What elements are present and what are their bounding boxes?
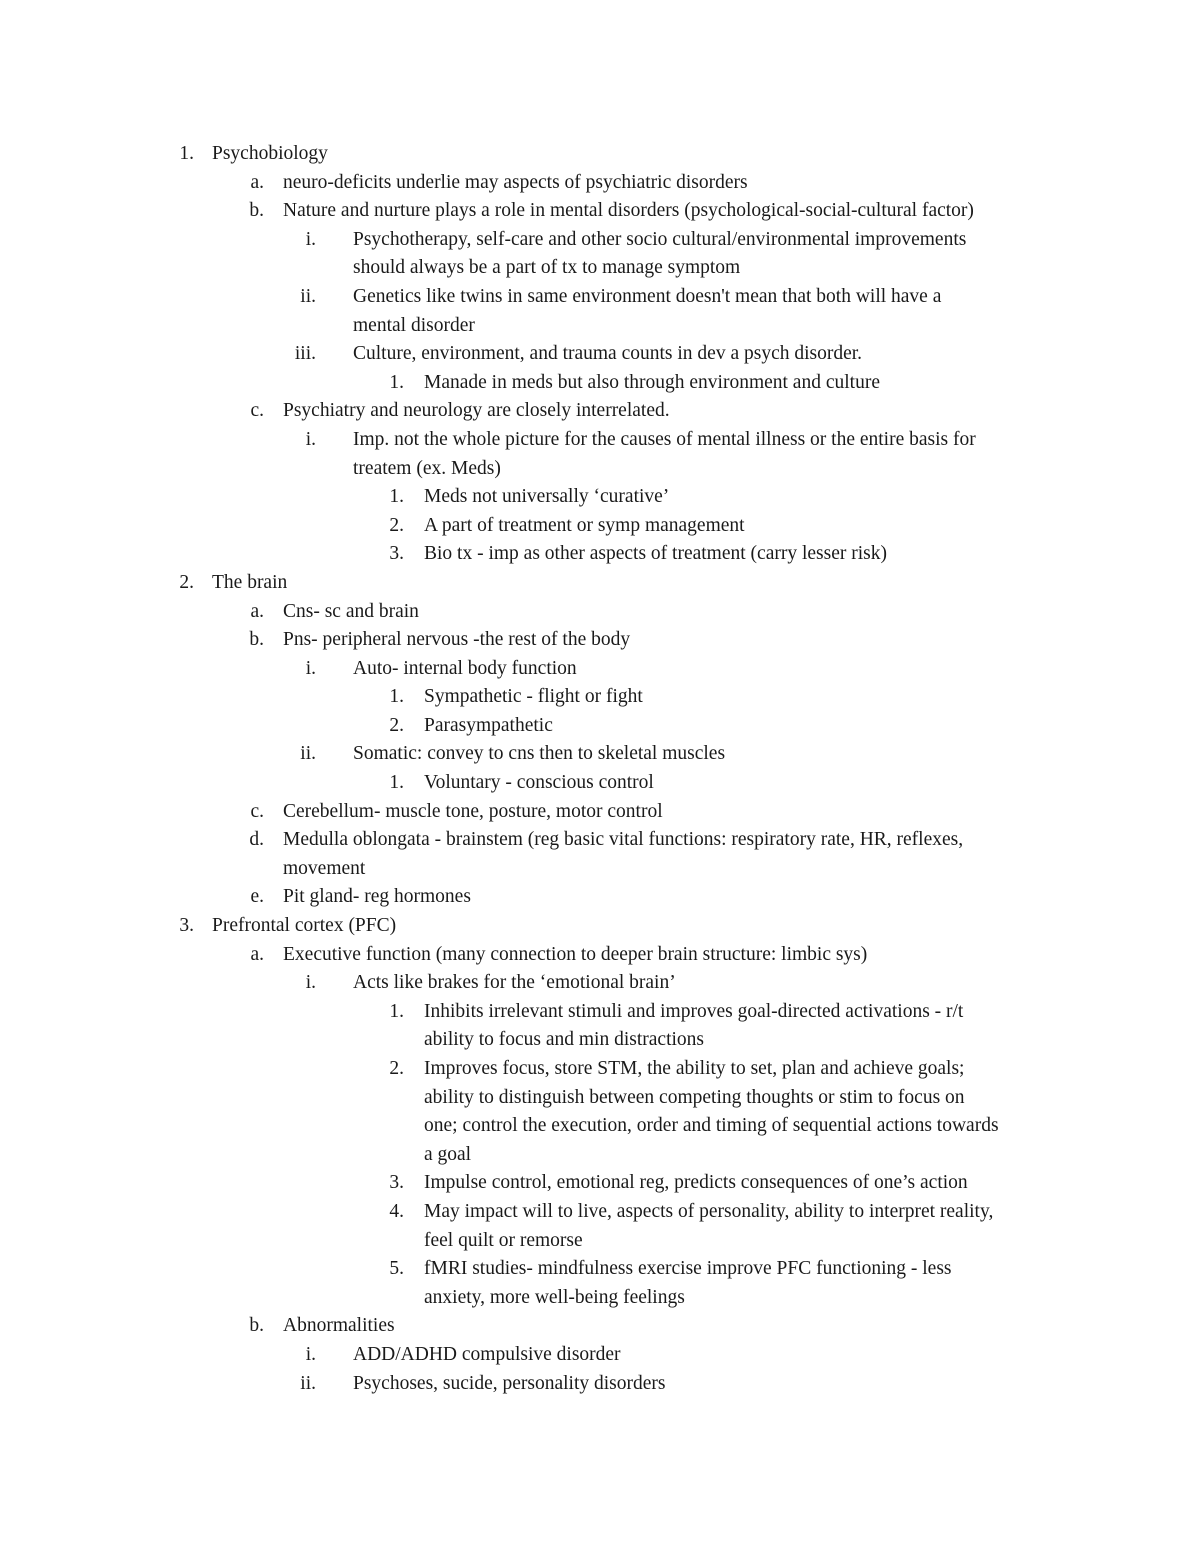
outline-text-line: Psychiatry and neurology are closely interrelated.	[283, 400, 670, 422]
list-marker: i.	[305, 657, 316, 679]
outline-item	[0, 1169, 1200, 1198]
outline-text-line: May impact will to live, aspects of personality, ability to interpret reality,	[424, 1200, 994, 1222]
list-marker: 1.	[389, 686, 404, 708]
outline-text-line: Bio tx - imp as other aspects of treatment (carry lesser risk)	[424, 543, 887, 565]
list-marker: 4.	[389, 1200, 404, 1222]
list-marker: 3.	[179, 915, 194, 937]
outline-item	[0, 426, 1200, 483]
outline-text-line: Psychoses, sucide, personality disorders	[353, 1372, 666, 1394]
outline-item	[0, 512, 1200, 541]
list-marker: c.	[250, 800, 264, 822]
outline-item	[0, 483, 1200, 512]
list-marker: 1.	[179, 143, 194, 164]
outline-text-line: Inhibits irrelevant stimuli and improves goal-directed activations - r/t	[424, 1000, 964, 1022]
outline-text-line: Imp. not the whole picture for the causes of mental illness or the entire basis for	[353, 428, 976, 450]
outline-item	[0, 1198, 1200, 1255]
outline-text-line: movement	[283, 857, 366, 879]
list-marker: 3.	[389, 543, 404, 565]
outline-text-line: Psychobiology	[212, 143, 328, 164]
outline-text-line: should always be a part of tx to manage symptom	[353, 257, 741, 279]
list-marker: i.	[305, 1343, 316, 1365]
outline-item	[0, 197, 1200, 226]
outline-item	[0, 569, 1200, 598]
list-marker: 1.	[389, 486, 404, 508]
outline-text-line: Genetics like twins in same environment doesn't mean that both will have a	[353, 285, 942, 307]
outline-text-line: Psychotherapy, self-care and other socio cultural/environmental improvements	[353, 228, 967, 250]
outline-text-line: Voluntary - conscious control	[424, 772, 654, 794]
outline-item	[0, 1341, 1200, 1370]
outline-item	[0, 1055, 1200, 1169]
list-marker: a.	[250, 943, 264, 965]
outline-item	[0, 683, 1200, 712]
list-marker: e.	[250, 886, 264, 908]
outline-item	[0, 769, 1200, 798]
outline-text-line: Manade in meds but also through environment and culture	[424, 371, 880, 393]
outline-text-line: Sympathetic - flight or fight	[424, 686, 643, 708]
outline-text-line: Executive function (many connection to deeper brain structure: limbic sys)	[283, 943, 868, 965]
outline-item	[0, 798, 1200, 827]
outline-item	[0, 140, 1200, 169]
outline-text-line: Meds not universally ‘curative’	[424, 486, 670, 508]
outline-text-line: ability to focus and min distractions	[424, 1029, 704, 1051]
outline-text-line: Culture, environment, and trauma counts in dev a psych disorder.	[353, 343, 863, 365]
outline-item	[0, 1312, 1200, 1341]
outline-item	[0, 712, 1200, 741]
outline-item	[0, 626, 1200, 655]
list-marker: c.	[250, 400, 264, 422]
outline-item	[0, 283, 1200, 340]
outline-text-line: fMRI studies- mindfulness exercise improve PFC functioning - less	[424, 1258, 952, 1280]
list-marker: 2.	[389, 1058, 404, 1079]
list-marker: 2.	[389, 514, 404, 536]
outline-item	[0, 1255, 1200, 1312]
outline-text-line: Nature and nurture plays a role in mental disorders (psychological-social-cultural factor)	[283, 200, 974, 222]
outline-text-line: Prefrontal cortex (PFC)	[212, 915, 397, 937]
outline-text-line: Acts like brakes for the ‘emotional brain’	[353, 972, 676, 994]
list-marker: b.	[249, 1315, 264, 1337]
outline-item	[0, 540, 1200, 569]
list-marker: ii.	[300, 743, 316, 765]
list-marker: i.	[305, 972, 316, 994]
list-marker: 2.	[389, 714, 404, 736]
outline-item	[0, 340, 1200, 369]
outline-item	[0, 598, 1200, 627]
outline-text-line: ability to distinguish between competing thoughts or stim to focus on	[424, 1086, 965, 1108]
outline-text-line: Cerebellum- muscle tone, posture, motor control	[283, 800, 663, 822]
outline-text-line: neuro-deficits underlie may aspects of psychiatric disorders	[283, 171, 748, 193]
outline-item	[0, 912, 1200, 941]
outline-item	[0, 883, 1200, 912]
outline-text-line: one; control the execution, order and timing of sequential actions towards	[424, 1115, 999, 1137]
outline-text-line: feel quilt or remorse	[424, 1229, 583, 1251]
outline-text-line: Auto- internal body function	[353, 657, 577, 679]
outline-text-line: Parasympathetic	[424, 714, 553, 736]
outline-item	[0, 826, 1200, 883]
outline-text-line: Medulla oblongata - brainstem (reg basic vital functions: respiratory rate, HR, reflexes,	[283, 829, 964, 851]
outline-text-line: Pit gland- reg hormones	[283, 886, 471, 908]
list-marker: iii.	[294, 343, 316, 365]
outline-text-line: mental disorder	[353, 314, 475, 336]
list-marker: 1.	[389, 772, 404, 794]
document-outline	[0, 140, 1200, 1398]
outline-text-line: The brain	[212, 571, 288, 593]
outline-item	[0, 226, 1200, 283]
list-marker: 1.	[389, 371, 404, 393]
outline-item	[0, 941, 1200, 970]
list-marker: ii.	[300, 1372, 316, 1394]
outline-item	[0, 369, 1200, 398]
outline-text-line: A part of treatment or symp management	[424, 514, 745, 536]
outline-text-line: anxiety, more well-being feelings	[424, 1286, 685, 1308]
outline-text-line: a goal	[424, 1143, 472, 1165]
list-marker: 2.	[179, 571, 194, 593]
outline-text-line: Pns- peripheral nervous -the rest of the body	[283, 629, 631, 651]
list-marker: b.	[249, 629, 264, 651]
list-marker: 3.	[389, 1172, 404, 1194]
outline-text-line: Cns- sc and brain	[283, 600, 419, 622]
outline-text-line: Improves focus, store STM, the ability to set, plan and achieve goals;	[424, 1058, 965, 1079]
outline-text-line: Impulse control, emotional reg, predicts consequences of one’s action	[424, 1172, 968, 1194]
list-marker: i.	[305, 428, 316, 450]
outline-item	[0, 740, 1200, 769]
outline-text-line: ADD/ADHD compulsive disorder	[353, 1343, 621, 1365]
list-marker: 5.	[389, 1258, 404, 1280]
list-marker: b.	[249, 200, 264, 222]
outline-item	[0, 998, 1200, 1055]
list-marker: ii.	[300, 285, 316, 307]
list-marker: i.	[305, 228, 316, 250]
list-marker: a.	[250, 600, 264, 622]
outline-text-line: Somatic: convey to cns then to skeletal muscles	[353, 743, 726, 765]
outline-item	[0, 397, 1200, 426]
list-marker: d.	[249, 829, 264, 851]
outline-item	[0, 1370, 1200, 1399]
list-marker: a.	[250, 171, 264, 193]
outline-item	[0, 169, 1200, 198]
outline-item	[0, 969, 1200, 998]
list-marker: 1.	[389, 1000, 404, 1022]
outline-item	[0, 655, 1200, 684]
outline-text-line: treatem (ex. Meds)	[353, 457, 501, 479]
outline-text-line: Abnormalities	[283, 1315, 395, 1337]
